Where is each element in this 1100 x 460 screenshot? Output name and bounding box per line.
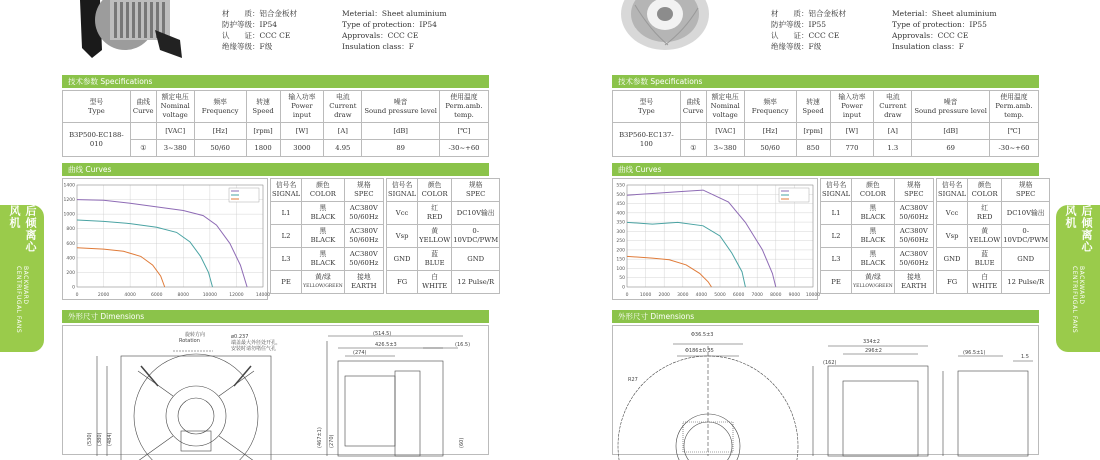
dim-v2: (380) [97,432,103,446]
chart-svg-right [613,179,821,299]
chart-svg-left [63,179,271,299]
x-tick-label: 8000 [177,293,190,298]
material-info-en [342,8,447,52]
meta-approval-en: Approvals：CCC CE [342,31,419,40]
meta-material-en: Meterial：Sheet aluminium [342,9,447,18]
dim-hole: ø0.237 [231,334,249,340]
dim-v4: (467±1) [317,427,323,448]
model-cell-right: B3P560-EC137-100 [613,123,681,157]
tab-title-en-right: BACKWARD CENTRIFUGAL FANS [1071,265,1085,333]
meta-protection-en: Type of protection：IP54 [342,20,437,29]
y-tick-label: 550 [616,183,625,189]
x-tick-label: 9000 [788,293,801,298]
y-tick-label: 200 [66,270,75,276]
dim-d4: (16.5) [455,342,471,348]
meta-protection-zh: 防护等级：IP54 [222,20,278,29]
signal-table-b-right: 信号名 SIGNAL 颜色 COLOR 规格 SPEC Vcc 红 RED DC10V输出 Vsp 黄 YELLOW 0-10VDC/PWM GND 蓝 BLUE GND FG 白 WHITE 12 Pulse/R [936,178,1050,294]
x-tick-label: 0 [75,293,79,298]
hdr-voltage: 额定电压 Nominal voltage [156,91,194,123]
x-tick-label: 12000 [229,293,244,298]
signal-table-b: 信号名 SIGNAL 颜色 COLOR 规格 SPEC Vcc 红 RED DC10V输出 Vsp 黄 YELLOW 0-10VDC/PWM GND 蓝 BLUE GND FG 白 WHITE 12 Pulse/R [386,178,500,294]
curves-section-title: 曲线 Curves [62,163,489,176]
y-tick-label: 50 [619,276,625,282]
dimension-svg-right [613,326,1040,456]
material-info-en-right [892,8,997,52]
category-tab-left [0,205,44,352]
y-tick-label: 100 [616,266,625,272]
y-tick-label: 300 [616,229,625,235]
right-page [550,0,1100,450]
meta-approval-en-r: Approvals：CCC CE [892,31,969,40]
x-tick-label: 7000 [751,293,763,298]
meta-protection-zh-r: 防护等级：IP55 [771,20,827,29]
hdr-type: 型号 Type [63,91,131,123]
dim-r-d1: Φ186±0.35 [685,348,714,354]
x-tick-label: 2000 [658,293,670,298]
dim-r-r: R27 [628,377,638,383]
spec-table-right: 型号 Type 曲线 Curve 额定电压 Nominal voltage 频率 Frequency 转速 Speed 输入功率 Power input 电流 Current draw 噪音 Sound pressure level 使用温度 Perm.amb. temp. B3P560-EC137-100 [VAC] [Hz] [rpm] [W] [A] [dB] [℃] ① 3~380 50/60 850 770 1.3 69 -30~+60 [612,90,1039,157]
model-cell: B3P500-EC188-010 [63,123,131,157]
hdr-sound: 噪音 Sound pressure level [362,91,440,123]
y-tick-label: 1200 [63,198,75,204]
meta-insulation-en-r: Insulation class：F [892,42,964,51]
category-tab-right [1056,205,1100,352]
y-tick-label: 1000 [63,212,75,218]
series-line-1 [627,222,745,287]
meta-material-zh: 材 质：铝合金板材 [222,9,297,18]
dim-v6: (60) [459,437,465,448]
x-tick-label: 6000 [732,293,745,298]
material-info [222,8,297,52]
y-tick-label: 500 [616,192,625,198]
meta-approval-zh-r: 认 证：CCC CE [771,31,840,40]
x-tick-label: 8000 [770,293,782,298]
dim-d3: (274) [353,350,367,356]
dim-r-d6: (96.5±1) [963,350,986,356]
x-tick-label: 6000 [150,293,163,298]
dim-mount1: 端盖最大外径处开孔， [231,340,282,346]
dim-r-d5: (162) [823,360,837,366]
y-tick-label: 150 [616,257,625,263]
tab-title-zh-right: 后倾离心风机 [1064,205,1093,253]
x-tick-label: 10000 [805,293,821,298]
meta-insulation-zh-r: 绝缘等级：F级 [771,42,822,51]
left-page [0,0,550,450]
x-tick-label: 1000 [639,293,652,298]
dim-v5: (270) [329,434,335,448]
y-tick-label: 200 [616,248,625,254]
y-tick-label: 0 [622,285,625,291]
y-tick-label: 250 [616,239,625,245]
dim-r-d4: 296±2 [865,348,882,354]
dimension-drawing-right [612,325,1039,455]
spec-section-title-right: 技术参数 Specifications [612,75,1039,88]
x-tick-label: 0 [625,293,629,298]
meta-material-zh-r: 材 质：铝合金板材 [771,9,846,18]
curves-section-title-right: 曲线 Curves [612,163,1039,176]
dimension-svg-left [63,326,490,456]
dimensions-section-title: 外形尺寸 Dimensions [62,310,489,323]
x-tick-label: 14000 [255,293,271,298]
x-tick-label: 2000 [97,293,110,298]
series-line-1 [77,220,213,287]
x-tick-label: 4000 [124,293,136,298]
dim-mount2: 安装时请勿堵住气孔 [231,346,277,352]
series-line-2 [627,256,712,287]
spec-section-title: 技术参数 Specifications [62,75,489,88]
y-tick-label: 0 [72,285,75,291]
dim-rotation: 旋转方向 [185,332,206,338]
spec-table: 型号 Type 曲线 Curve 额定电压 Nominal voltage 频率 Frequency 转速 Speed 输入功率 Power input 电流 Current draw 噪音 Sound pressure level 使用温度 Perm.amb. temp. B3P500-EC188-010 [VAC] [Hz] [rpm] [W] [A] [dB] [℃] ① 3~380 50/60 1800 3000 4.95 89 -30~+60 [62,90,489,157]
dimension-drawing-left [62,325,489,455]
dimensions-section-title-right: 外形尺寸 Dimensions [612,310,1039,323]
meta-material-en-r: Meterial：Sheet aluminium [892,9,997,18]
x-tick-label: 5000 [714,293,726,298]
tab-title-zh: 后倾离心风机 [8,205,37,253]
x-tick-label: 10000 [202,293,218,298]
dim-d2: 426.5±3 [375,342,397,348]
hdr-power: 输入功率 Power input [280,91,324,123]
dim-r-d2: Φ36.5±3 [691,332,714,338]
dim-r-d3: 334±2 [863,339,880,345]
hdr-current: 电流 Current draw [324,91,362,123]
dim-v3: (484) [107,432,113,446]
x-tick-label: 3000 [677,293,689,298]
material-info-right [771,8,846,52]
hdr-curve: 曲线 Curve [130,91,156,123]
y-tick-label: 600 [66,241,75,247]
signal-table-a: 信号名 SIGNAL 颜色 COLOR 规格 SPEC L1 黑 BLACK AC380V 50/60Hz L2 黑 BLACK AC380V 50/60Hz L3 黑 BLACK AC380V 50/60Hz PE 黄/绿 YELLOW/GREEN 接地 EARTH [270,178,384,294]
signal-table-a-right: 信号名 SIGNAL 颜色 COLOR 规格 SPEC L1 黑 BLACK AC380V 50/60Hz L2 黑 BLACK AC380V 50/60Hz L3 黑 BLACK AC380V 50/60Hz PE 黄/绿 YELLOW/GREEN 接地 EARTH [820,178,934,294]
meta-insulation-zh: 绝缘等级：F级 [222,42,273,51]
hdr-temp: 使用温度 Perm.amb. temp. [439,91,488,123]
y-tick-label: 400 [66,256,75,262]
hdr-frequency: 频率 Frequency [194,91,246,123]
dim-r-d7: 1.5 [1021,354,1029,360]
y-tick-label: 1400 [63,183,75,189]
fan-photo [70,0,190,62]
x-tick-label: 4000 [695,293,708,298]
fan-photo-right [620,0,710,50]
curve-chart-right [612,178,821,300]
y-tick-label: 800 [66,227,75,233]
tab-title-en: BACKWARD CENTRIFUGAL FANS [15,265,29,333]
dim-rotation-en: Rotation [179,338,200,344]
meta-approval-zh: 认 证：CCC CE [222,31,291,40]
y-tick-label: 450 [616,202,625,208]
y-tick-label: 400 [616,211,625,217]
hdr-speed: 转速 Speed [246,91,280,123]
dim-v1: (530) [87,432,93,446]
y-tick-label: 350 [616,220,625,226]
series-line-2 [77,248,165,287]
meta-insulation-en: Insulation class：F [342,42,414,51]
meta-protection-en-r: Type of protection：IP55 [892,20,987,29]
curve-chart-left [62,178,271,300]
dim-d1: (514.5) [373,331,392,337]
